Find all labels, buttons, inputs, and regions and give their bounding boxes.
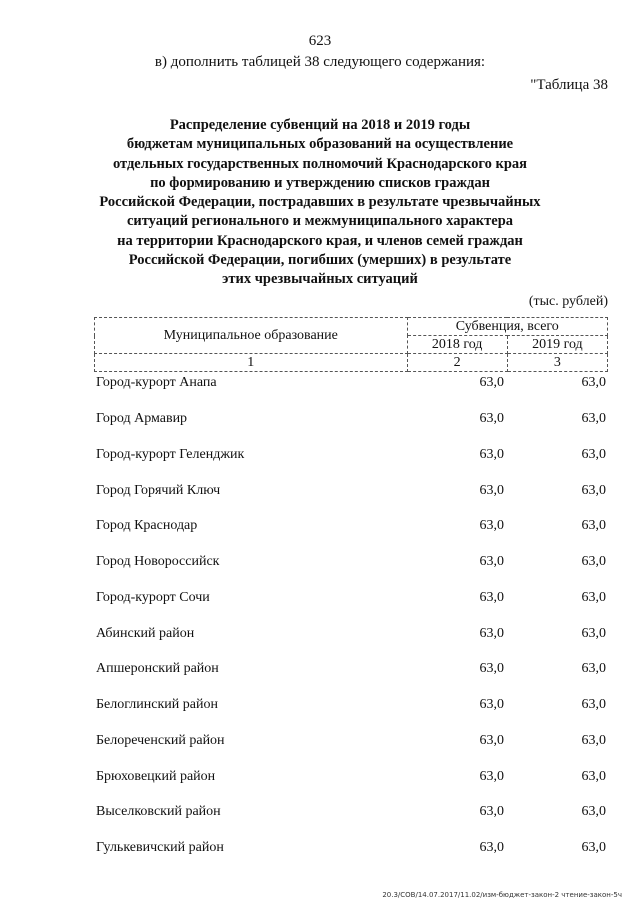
value-2019: 63,0 [581, 840, 606, 855]
value-2018: 63,0 [479, 626, 504, 641]
table-row [94, 411, 608, 431]
header-year-2018: 2018 год [407, 336, 507, 354]
table-row [94, 733, 608, 753]
value-2018: 63,0 [479, 769, 504, 784]
municipality-name: Выселковский район [96, 804, 221, 819]
value-2018: 63,0 [479, 661, 504, 676]
municipality-name: Белореченский район [96, 733, 225, 748]
title-line: отдельных государственных полномочий Краснодарского края [112, 155, 528, 172]
value-2018: 63,0 [479, 483, 504, 498]
municipality-name: Гулькевичский район [96, 840, 224, 855]
unit-label: (тыс. рублей) [528, 294, 608, 309]
title-line: по формированию и утверждению списков граждан [150, 174, 490, 191]
municipality-name: Город-курорт Геленджик [96, 447, 245, 462]
municipality-name: Город Армавир [96, 411, 188, 426]
municipality-name: Город Новороссийск [96, 554, 220, 569]
page-number: 623 [308, 33, 332, 49]
table-row [94, 518, 608, 538]
value-2018: 63,0 [479, 411, 504, 426]
value-2018: 63,0 [479, 590, 504, 605]
value-2018: 63,0 [479, 733, 504, 748]
municipality-name: Город-курорт Анапа [96, 375, 217, 390]
value-2019: 63,0 [581, 697, 606, 712]
value-2019: 63,0 [581, 447, 606, 462]
municipality-name: Город Краснодар [96, 518, 198, 533]
value-2018: 63,0 [479, 447, 504, 462]
value-2019: 63,0 [581, 733, 606, 748]
value-2019: 63,0 [581, 518, 606, 533]
table-label: "Таблица 38 [530, 77, 608, 93]
table-row [94, 661, 608, 681]
value-2019: 63,0 [581, 411, 606, 426]
header-subvention-total: Субвенция, всего [407, 318, 607, 336]
intro-text: в) дополнить таблицей 38 следующего содержания: [154, 54, 486, 70]
header-col-2: 2 [407, 354, 507, 372]
title-line: Распределение субвенций на 2018 и 2019 годы [169, 117, 471, 133]
value-2019: 63,0 [581, 661, 606, 676]
title-line: Российской Федерации, пострадавших в результате чрезвычайных [99, 194, 541, 211]
header-col-1: 1 [95, 354, 408, 372]
table-row [94, 697, 608, 717]
footer-document-code: 20.3/СОВ/14.07.2017/11.02/изм-бюджет-закон-2 чтение-закон-5ч [382, 891, 622, 899]
table-row [94, 554, 608, 574]
value-2018: 63,0 [479, 804, 504, 819]
title-line: на территории Краснодарского края, и членов семей граждан [117, 232, 523, 249]
table-header [94, 317, 608, 372]
table-row [94, 483, 608, 503]
municipality-name: Брюховецкий район [96, 769, 216, 784]
municipality-name: Город-курорт Сочи [96, 590, 210, 605]
header-year-2019: 2019 год [507, 336, 607, 354]
municipality-name: Белоглинский район [96, 697, 218, 712]
header-col-3: 3 [507, 354, 607, 372]
municipality-name: Абинский район [96, 626, 195, 641]
value-2019: 63,0 [581, 626, 606, 641]
table-row [94, 840, 608, 860]
table-row [94, 626, 608, 646]
value-2018: 63,0 [479, 518, 504, 533]
value-2019: 63,0 [581, 375, 606, 390]
municipality-name: Город Горячий Ключ [96, 483, 221, 498]
municipality-name: Апшеронский район [96, 661, 219, 676]
value-2018: 63,0 [479, 697, 504, 712]
table-row [94, 769, 608, 789]
table-title [60, 116, 580, 290]
table-row [94, 447, 608, 467]
value-2019: 63,0 [581, 483, 606, 498]
table-row [94, 804, 608, 824]
value-2019: 63,0 [581, 804, 606, 819]
header-municipality: Муниципальное образование [95, 318, 408, 354]
title-line: бюджетам муниципальных образований на осуществление [126, 136, 514, 153]
table-row [94, 375, 608, 395]
title-line: ситуаций регионального и межмуниципального характера [126, 213, 514, 230]
value-2019: 63,0 [581, 554, 606, 569]
title-line: этих чрезвычайных ситуаций [222, 271, 418, 288]
value-2018: 63,0 [479, 554, 504, 569]
value-2018: 63,0 [479, 840, 504, 855]
value-2019: 63,0 [581, 769, 606, 784]
title-line: Российской Федерации, погибших (умерших) в результате [128, 252, 512, 269]
value-2019: 63,0 [581, 590, 606, 605]
value-2018: 63,0 [479, 375, 504, 390]
table-row [94, 590, 608, 610]
